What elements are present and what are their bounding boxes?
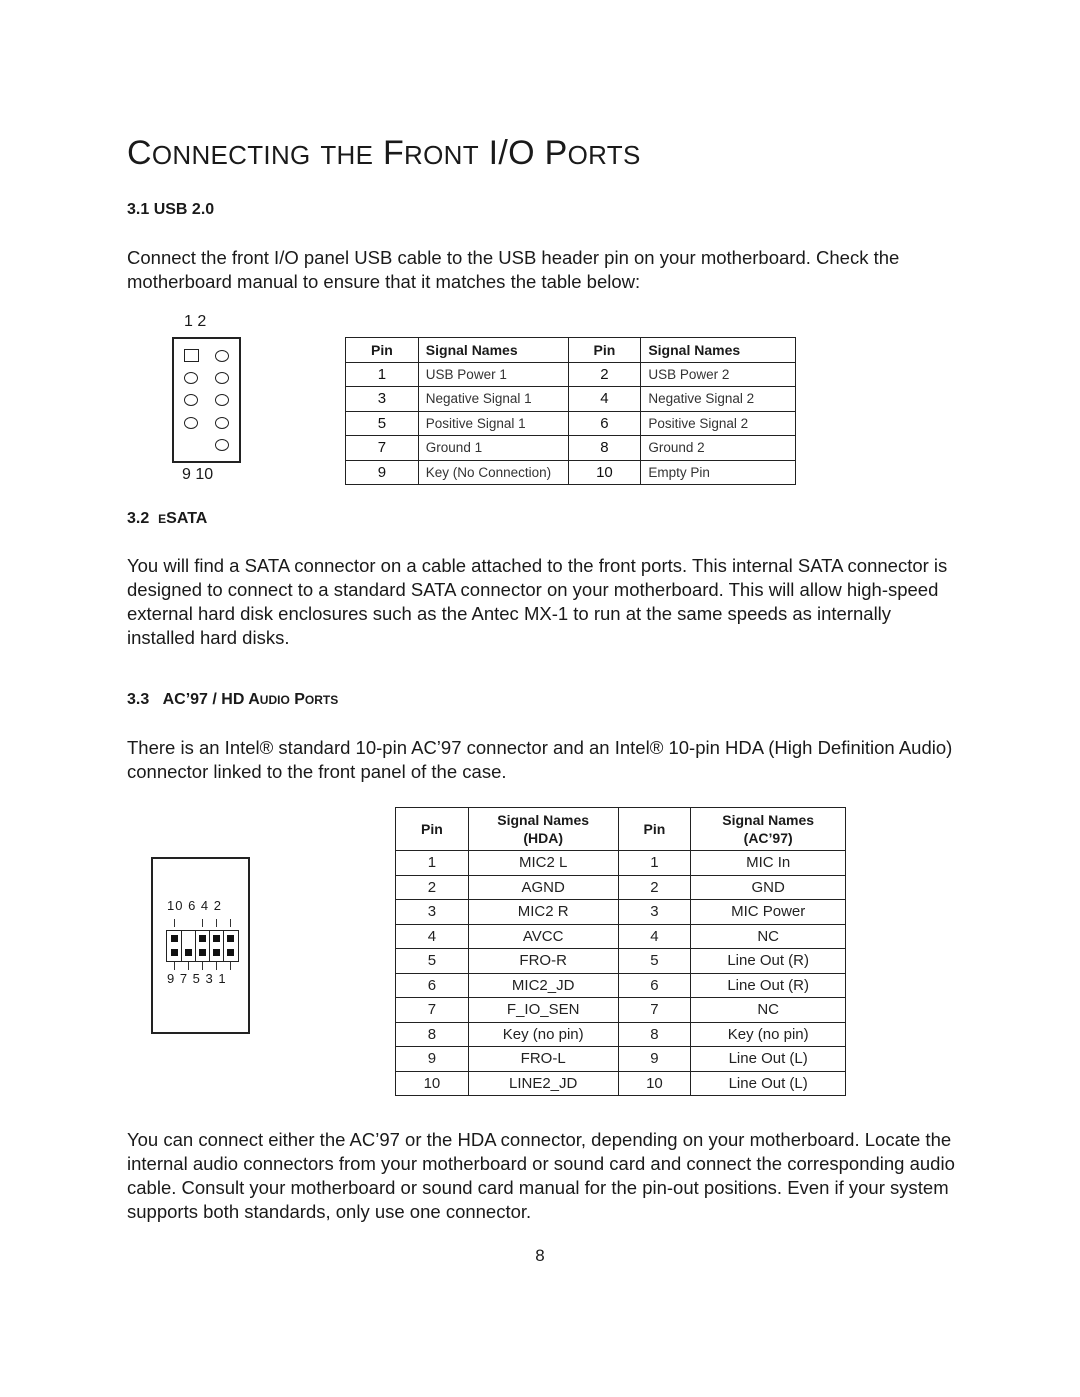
pin-tick bbox=[216, 919, 217, 927]
usb-pin-bottom-label: 9 10 bbox=[182, 466, 214, 483]
usb-paragraph: Connect the front I/O panel USB cable to the USB header pin on your motherboard. Check the motherboard manual to ensure that it matches the table below: bbox=[127, 247, 900, 292]
table-cell: 9 bbox=[346, 460, 419, 485]
table-header-row bbox=[346, 338, 796, 363]
page-number: 8 bbox=[535, 1246, 545, 1265]
table-cell: 3 bbox=[346, 387, 419, 412]
table-cell: F_IO_SEN bbox=[468, 998, 618, 1023]
table-cell: 6 bbox=[618, 973, 691, 998]
pin-2 bbox=[215, 350, 229, 362]
header-pin: Pin bbox=[618, 808, 691, 851]
audio-connector-outline bbox=[166, 930, 239, 962]
audio-pin-header-diagram bbox=[151, 857, 250, 1034]
audio-pin-table bbox=[395, 807, 846, 1096]
table-cell: Ground 1 bbox=[418, 436, 568, 461]
closing-paragraph: You can connect either the AC’97 or the HDA connector, depending on your motherboard. Locate the internal audio connectors from your motherboard or sound card and connect the corresponding audio cable. Consult your motherboard or sound card manual for the pin-out positions. Even if your system supports both standards, only use one connector. bbox=[127, 1129, 955, 1222]
table-cell: Line Out (L) bbox=[691, 1071, 846, 1096]
header-pin: Pin bbox=[396, 808, 469, 851]
pin-10 bbox=[171, 935, 178, 942]
pin-9 bbox=[171, 949, 178, 956]
table-cell: 3 bbox=[396, 900, 469, 925]
header-signal-names-ac97: Signal Names (AC’97) bbox=[691, 808, 846, 851]
pin-6 bbox=[215, 394, 229, 406]
table-cell: 7 bbox=[618, 998, 691, 1023]
pin-4 bbox=[215, 372, 229, 384]
table-row bbox=[396, 998, 846, 1023]
table-row bbox=[396, 1071, 846, 1096]
pin-tick bbox=[202, 962, 203, 970]
table-cell: MIC2 L bbox=[468, 851, 618, 876]
table-cell: GND bbox=[691, 875, 846, 900]
table-cell: FRO-L bbox=[468, 1047, 618, 1072]
table-row bbox=[396, 1047, 846, 1072]
table-cell: Key (no pin) bbox=[468, 1022, 618, 1047]
table-cell: 10 bbox=[618, 1071, 691, 1096]
pin-tick bbox=[216, 962, 217, 970]
table-row bbox=[346, 436, 796, 461]
section-heading-usb: 3.1 USB 2.0 bbox=[127, 201, 215, 218]
table-cell: Positive Signal 2 bbox=[641, 411, 796, 436]
table-row bbox=[396, 1022, 846, 1047]
table-cell: 1 bbox=[346, 362, 419, 387]
table-row bbox=[346, 460, 796, 485]
table-cell: Negative Signal 2 bbox=[641, 387, 796, 412]
pin-10 bbox=[215, 439, 229, 451]
table-cell: 6 bbox=[396, 973, 469, 998]
pin-tick bbox=[174, 962, 175, 970]
pin-tick bbox=[188, 962, 189, 970]
table-cell: 4 bbox=[396, 924, 469, 949]
table-row bbox=[396, 851, 846, 876]
table-cell: 1 bbox=[396, 851, 469, 876]
table-cell: 9 bbox=[396, 1047, 469, 1072]
esata-paragraph: You will find a SATA connector on a cable attached to the front ports. This internal SATA connector is designed to connect to a standard SATA connector on your motherboard. This will allow high-speed external hard disk enclosures such as the Antec MX-1 to run at the same speeds as internally installed hard disks. bbox=[127, 555, 948, 648]
pin-6 bbox=[199, 935, 206, 942]
table-cell: LINE2_JD bbox=[468, 1071, 618, 1096]
table-row bbox=[346, 387, 796, 412]
table-row bbox=[396, 875, 846, 900]
table-cell: 2 bbox=[396, 875, 469, 900]
pin-1 bbox=[227, 949, 234, 956]
table-cell: 6 bbox=[568, 411, 641, 436]
pin-5 bbox=[184, 394, 198, 406]
section-heading-esata: 3.2 ESATA bbox=[127, 510, 208, 527]
table-cell: AVCC bbox=[468, 924, 618, 949]
header-pin: Pin bbox=[568, 338, 641, 363]
audio-pin-bottom-label: 9 7 5 3 1 bbox=[167, 971, 227, 986]
table-cell: NC bbox=[691, 998, 846, 1023]
table-cell: 4 bbox=[568, 387, 641, 412]
table-cell: 5 bbox=[396, 949, 469, 974]
table-row bbox=[396, 949, 846, 974]
table-header-row bbox=[396, 808, 846, 851]
table-cell: MIC In bbox=[691, 851, 846, 876]
table-cell: 5 bbox=[346, 411, 419, 436]
table-cell: 8 bbox=[568, 436, 641, 461]
table-cell: USB Power 1 bbox=[418, 362, 568, 387]
table-cell: Key (No Connection) bbox=[418, 460, 568, 485]
table-cell: 7 bbox=[346, 436, 419, 461]
pin-tick bbox=[230, 962, 231, 970]
table-cell: 9 bbox=[618, 1047, 691, 1072]
table-cell: 2 bbox=[568, 362, 641, 387]
table-cell: NC bbox=[691, 924, 846, 949]
table-cell: 8 bbox=[396, 1022, 469, 1047]
table-cell: 4 bbox=[618, 924, 691, 949]
pin-4 bbox=[213, 935, 220, 942]
header-signal-names: Signal Names bbox=[418, 338, 568, 363]
table-cell: 7 bbox=[396, 998, 469, 1023]
table-cell: Line Out (R) bbox=[691, 949, 846, 974]
table-row bbox=[396, 973, 846, 998]
table-cell: 8 bbox=[618, 1022, 691, 1047]
audio-paragraph: There is an Intel® standard 10-pin AC’97 connector and an Intel® 10-pin HDA (High Definition Audio) connector linked to the front panel of the case. bbox=[127, 737, 953, 782]
header-pin: Pin bbox=[346, 338, 419, 363]
table-cell: Ground 2 bbox=[641, 436, 796, 461]
table-cell: Empty Pin bbox=[641, 460, 796, 485]
pin-tick bbox=[174, 919, 175, 927]
pin-2 bbox=[227, 935, 234, 942]
table-cell: Line Out (L) bbox=[691, 1047, 846, 1072]
table-cell: MIC Power bbox=[691, 900, 846, 925]
table-cell: Line Out (R) bbox=[691, 973, 846, 998]
section-heading-audio: 3.3 AC’97 / HD AUDIO PORTS bbox=[127, 691, 339, 708]
table-cell: 1 bbox=[618, 851, 691, 876]
pin-tick bbox=[230, 919, 231, 927]
usb-pin-header-diagram bbox=[172, 337, 241, 463]
audio-pin-top-label: 10 6 4 2 bbox=[167, 898, 222, 913]
table-cell: 10 bbox=[568, 460, 641, 485]
table-cell: 3 bbox=[618, 900, 691, 925]
pin-tick bbox=[202, 919, 203, 927]
table-cell: MIC2 R bbox=[468, 900, 618, 925]
pin-3 bbox=[213, 949, 220, 956]
table-cell: 2 bbox=[618, 875, 691, 900]
table-cell: FRO-R bbox=[468, 949, 618, 974]
table-row bbox=[396, 924, 846, 949]
header-signal-names-hda: Signal Names (HDA) bbox=[468, 808, 618, 851]
pin-7 bbox=[185, 949, 192, 956]
table-cell: USB Power 2 bbox=[641, 362, 796, 387]
table-cell: AGND bbox=[468, 875, 618, 900]
pin-5 bbox=[199, 949, 206, 956]
page-title: CONNECTING THE FRONT I/O PORTS bbox=[127, 134, 641, 172]
table-row bbox=[346, 362, 796, 387]
table-cell: Negative Signal 1 bbox=[418, 387, 568, 412]
table-cell: 5 bbox=[618, 949, 691, 974]
table-cell: 10 bbox=[396, 1071, 469, 1096]
table-cell: MIC2_JD bbox=[468, 973, 618, 998]
table-cell: Positive Signal 1 bbox=[418, 411, 568, 436]
pin-8 bbox=[215, 417, 229, 429]
table-row bbox=[396, 900, 846, 925]
pin-3 bbox=[184, 372, 198, 384]
header-signal-names: Signal Names bbox=[641, 338, 796, 363]
usb-pin-table bbox=[345, 337, 796, 485]
usb-pin-top-label: 1 2 bbox=[184, 313, 207, 330]
table-row bbox=[346, 411, 796, 436]
pin-7 bbox=[184, 417, 198, 429]
table-cell: Key (no pin) bbox=[691, 1022, 846, 1047]
pin-1-square bbox=[184, 349, 199, 362]
